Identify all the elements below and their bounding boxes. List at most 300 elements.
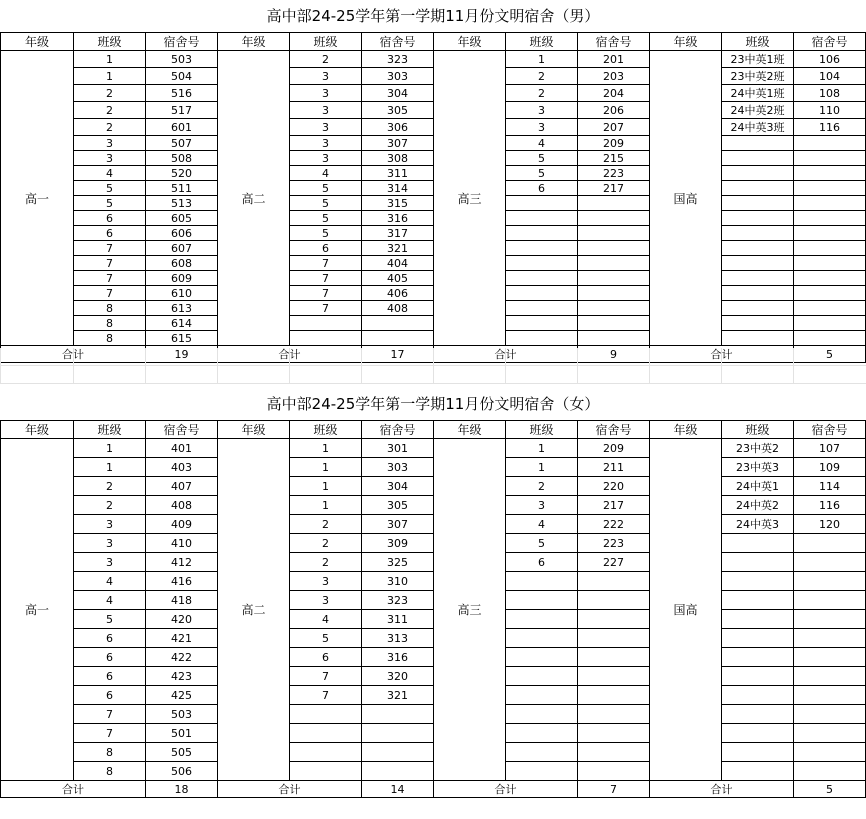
dorm-number-cell: 403 [146,458,218,477]
column-header: 宿舍号 [578,421,650,439]
dorm-number-cell: 222 [578,515,650,534]
dorm-number-cell [794,241,866,256]
dorm-number-cell: 104 [794,68,866,85]
dorm-number-cell [362,316,434,331]
dorm-number-cell: 106 [794,51,866,68]
dorm-number-cell: 301 [362,439,434,458]
dorm-number-cell: 307 [362,136,434,151]
table-row [1,241,866,256]
table-row [1,85,866,102]
dorm-number-cell: 315 [362,196,434,211]
dorm-number-cell [794,331,866,346]
class-cell [722,211,794,226]
class-cell: 6 [506,181,578,196]
class-cell: 6 [74,629,146,648]
total-label: 合计 [434,781,578,798]
class-cell: 4 [74,166,146,181]
total-label: 合计 [434,346,578,363]
table-row [1,119,866,136]
dorm-number-cell: 503 [146,705,218,724]
girls-dormitory-table [0,420,866,798]
dorm-number-cell: 120 [794,515,866,534]
dorm-number-cell: 206 [578,102,650,119]
table-row [1,196,866,211]
class-cell: 3 [290,136,362,151]
dorm-number-cell: 311 [362,166,434,181]
dorm-number-cell [362,762,434,781]
class-cell: 2 [290,553,362,572]
table-row [1,648,866,667]
table-row [1,51,866,68]
dorm-number-cell: 304 [362,85,434,102]
table-row [1,151,866,166]
girls-dormitory-section [0,388,866,798]
dorm-number-cell: 421 [146,629,218,648]
dorm-number-cell: 412 [146,553,218,572]
class-cell [506,610,578,629]
class-cell: 5 [506,166,578,181]
column-header: 年级 [1,421,74,439]
dorm-number-cell [794,705,866,724]
class-cell: 1 [290,496,362,515]
class-cell [722,256,794,271]
class-cell: 3 [506,496,578,515]
dorm-number-cell [794,648,866,667]
class-cell [722,724,794,743]
class-cell: 6 [290,241,362,256]
dorm-number-cell: 404 [362,256,434,271]
table-row [1,316,866,331]
class-cell [722,762,794,781]
dorm-number-cell [794,271,866,286]
dorm-number-cell [794,196,866,211]
class-cell: 1 [290,458,362,477]
class-cell: 1 [74,439,146,458]
column-header: 宿舍号 [794,33,866,51]
class-cell [722,136,794,151]
dorm-number-cell: 204 [578,85,650,102]
class-cell: 7 [74,241,146,256]
class-cell: 8 [74,301,146,316]
class-cell: 7 [74,286,146,301]
table-row [1,256,866,271]
dorm-number-cell: 609 [146,271,218,286]
dorm-number-cell: 507 [146,136,218,151]
dorm-number-cell: 505 [146,743,218,762]
table-row [1,705,866,724]
dorm-number-cell: 408 [362,301,434,316]
dorm-number-cell: 203 [578,68,650,85]
dorm-number-cell: 321 [362,241,434,256]
class-cell [722,316,794,331]
dorm-number-cell: 506 [146,762,218,781]
dorm-number-cell [578,705,650,724]
column-header: 班级 [722,421,794,439]
total-label: 合计 [218,346,362,363]
class-cell: 24中英2班 [722,102,794,119]
dorm-number-cell: 406 [362,286,434,301]
dorm-number-cell: 503 [146,51,218,68]
column-header: 年级 [650,33,722,51]
class-cell: 8 [74,762,146,781]
class-cell [722,241,794,256]
total-label: 合计 [218,781,362,798]
class-cell: 6 [74,667,146,686]
class-cell: 5 [290,181,362,196]
dorm-number-cell: 601 [146,119,218,136]
dorm-number-cell: 407 [146,477,218,496]
class-cell: 7 [290,301,362,316]
class-cell: 5 [506,534,578,553]
column-header: 班级 [506,421,578,439]
class-cell: 3 [74,136,146,151]
table-row [1,458,866,477]
class-cell: 2 [74,102,146,119]
dorm-number-cell [794,256,866,271]
class-cell: 7 [74,256,146,271]
dorm-number-cell: 425 [146,686,218,705]
boys-dormitory-table [0,32,866,363]
class-cell: 5 [74,196,146,211]
total-label: 合计 [1,346,146,363]
dorm-number-cell [794,136,866,151]
dorm-number-cell [578,316,650,331]
class-cell [722,534,794,553]
class-cell: 7 [290,286,362,301]
class-cell: 6 [74,686,146,705]
dorm-number-cell [794,181,866,196]
class-cell [722,286,794,301]
dorm-number-cell [794,724,866,743]
dorm-number-cell: 109 [794,458,866,477]
class-cell [290,705,362,724]
total-count: 9 [578,346,650,363]
column-header: 宿舍号 [146,421,218,439]
dorm-number-cell: 608 [146,256,218,271]
class-cell: 5 [506,151,578,166]
section-title: 高中部24-25学年第一学期11月份文明宿舍（男） [266,7,600,25]
class-cell: 3 [290,68,362,85]
class-cell: 24中英2 [722,496,794,515]
class-cell [506,301,578,316]
dorm-number-cell: 308 [362,151,434,166]
total-count: 19 [146,346,218,363]
class-cell: 1 [506,458,578,477]
dorm-number-cell [362,331,434,346]
class-cell: 2 [74,477,146,496]
dorm-number-cell: 501 [146,724,218,743]
class-cell: 4 [74,572,146,591]
grade-label: 高三 [434,439,506,781]
dorm-number-cell: 420 [146,610,218,629]
table-row [1,477,866,496]
class-cell [722,629,794,648]
class-cell [506,724,578,743]
dorm-number-cell [794,591,866,610]
class-cell: 2 [506,68,578,85]
class-cell: 5 [290,226,362,241]
class-cell [722,610,794,629]
dorm-number-cell [794,610,866,629]
class-cell: 2 [506,477,578,496]
dorm-number-cell: 107 [794,439,866,458]
class-cell [722,572,794,591]
table-row [1,591,866,610]
dorm-number-cell [578,648,650,667]
dorm-number-cell: 311 [362,610,434,629]
class-cell: 5 [74,181,146,196]
dorm-number-cell: 321 [362,686,434,705]
dorm-number-cell: 410 [146,534,218,553]
class-cell: 1 [290,439,362,458]
dorm-number-cell [578,241,650,256]
table-row [1,610,866,629]
dorm-number-cell [578,301,650,316]
class-cell: 5 [290,211,362,226]
class-cell: 7 [74,705,146,724]
class-cell: 7 [290,271,362,286]
dorm-number-cell: 323 [362,591,434,610]
class-cell: 3 [290,85,362,102]
class-cell: 3 [290,151,362,166]
dorm-number-cell [578,196,650,211]
dorm-number-cell [794,667,866,686]
dorm-number-cell [794,151,866,166]
table-row [1,286,866,301]
total-count: 14 [362,781,434,798]
dorm-number-cell: 310 [362,572,434,591]
table-row [1,686,866,705]
dorm-number-cell: 423 [146,667,218,686]
class-cell: 3 [290,102,362,119]
class-cell: 23中英2 [722,439,794,458]
dorm-number-cell: 114 [794,477,866,496]
class-cell: 7 [290,667,362,686]
class-cell: 6 [290,648,362,667]
class-cell [290,316,362,331]
class-cell: 2 [290,515,362,534]
class-cell [290,743,362,762]
dorm-number-cell [794,301,866,316]
class-cell: 23中英1班 [722,51,794,68]
dorm-number-cell [794,629,866,648]
dorm-number-cell: 223 [578,166,650,181]
class-cell [722,226,794,241]
class-cell [722,705,794,724]
class-cell [722,667,794,686]
class-cell: 23中英2班 [722,68,794,85]
dorm-number-cell: 314 [362,181,434,196]
dorm-number-cell: 201 [578,51,650,68]
dorm-number-cell [794,166,866,181]
dorm-number-cell: 323 [362,51,434,68]
dorm-number-cell: 517 [146,102,218,119]
class-cell: 1 [74,458,146,477]
class-cell: 5 [290,196,362,211]
dorm-number-cell: 211 [578,458,650,477]
class-cell [722,591,794,610]
class-cell [722,553,794,572]
section-title: 高中部24-25学年第一学期11月份文明宿舍（女） [266,395,600,413]
dorm-number-cell: 207 [578,119,650,136]
dorm-number-cell: 307 [362,515,434,534]
table-row [1,102,866,119]
table-row [1,166,866,181]
class-cell: 23中英3 [722,458,794,477]
dorm-number-cell: 409 [146,515,218,534]
dorm-number-cell: 309 [362,534,434,553]
class-cell: 2 [74,85,146,102]
dorm-number-cell [578,572,650,591]
class-cell [506,705,578,724]
table-row [1,301,866,316]
dorm-number-cell: 418 [146,591,218,610]
column-header: 年级 [434,421,506,439]
class-cell: 5 [290,629,362,648]
dorm-number-cell: 305 [362,102,434,119]
class-cell: 2 [506,85,578,102]
class-cell [290,724,362,743]
column-header: 年级 [650,421,722,439]
class-cell [506,331,578,346]
dorm-number-cell: 110 [794,102,866,119]
boys-dormitory-section [0,0,866,363]
class-cell: 7 [74,724,146,743]
grade-label: 国高 [650,439,722,781]
dorm-number-cell: 215 [578,151,650,166]
table-row [1,181,866,196]
dorm-number-cell: 606 [146,226,218,241]
class-cell [506,667,578,686]
table-row [1,211,866,226]
dorm-number-cell: 217 [578,181,650,196]
dorm-number-cell [794,316,866,331]
dorm-number-cell [578,762,650,781]
class-cell [722,301,794,316]
class-cell [722,196,794,211]
dorm-number-cell [578,226,650,241]
dorm-number-cell [578,629,650,648]
table-row [1,439,866,458]
table-row [1,136,866,151]
class-cell: 3 [290,591,362,610]
dorm-number-cell: 108 [794,85,866,102]
dorm-number-cell [794,553,866,572]
class-cell [506,226,578,241]
dorm-number-cell: 513 [146,196,218,211]
class-cell: 6 [74,226,146,241]
column-header: 班级 [74,421,146,439]
column-header: 宿舍号 [794,421,866,439]
dorm-number-cell: 320 [362,667,434,686]
class-cell: 1 [506,51,578,68]
dorm-number-cell: 209 [578,136,650,151]
dorm-number-cell: 306 [362,119,434,136]
class-cell [290,762,362,781]
total-count: 17 [362,346,434,363]
total-count: 5 [794,346,866,363]
column-header: 年级 [218,33,290,51]
table-row [1,515,866,534]
column-header: 班级 [506,33,578,51]
dorm-number-cell: 610 [146,286,218,301]
class-cell: 2 [74,119,146,136]
class-cell: 8 [74,331,146,346]
column-header: 宿舍号 [362,33,434,51]
column-header: 年级 [434,33,506,51]
dorm-number-cell: 325 [362,553,434,572]
total-label: 合计 [650,781,794,798]
dorm-number-cell: 227 [578,553,650,572]
column-header: 宿舍号 [362,421,434,439]
class-cell: 1 [290,477,362,496]
class-cell [506,591,578,610]
class-cell: 3 [74,553,146,572]
table-row [1,331,866,346]
class-cell: 2 [74,496,146,515]
dorm-number-cell [578,211,650,226]
dorm-number-cell: 508 [146,151,218,166]
dorm-number-cell [578,724,650,743]
dorm-number-cell [578,331,650,346]
class-cell [722,743,794,762]
class-cell: 4 [290,166,362,181]
dorm-number-cell: 607 [146,241,218,256]
dorm-number-cell: 504 [146,68,218,85]
total-count: 7 [578,781,650,798]
class-cell: 24中英3 [722,515,794,534]
class-cell [722,166,794,181]
dorm-number-cell [362,743,434,762]
class-cell: 1 [506,439,578,458]
class-cell: 3 [74,515,146,534]
dorm-number-cell: 614 [146,316,218,331]
class-cell [506,211,578,226]
class-cell [506,686,578,705]
dorm-number-cell: 316 [362,211,434,226]
column-header: 宿舍号 [578,33,650,51]
dorm-number-cell [794,226,866,241]
dorm-number-cell: 613 [146,301,218,316]
dorm-number-cell [578,667,650,686]
spreadsheet-gap-rows [0,348,866,384]
dorm-number-cell: 220 [578,477,650,496]
class-cell: 24中英3班 [722,119,794,136]
class-cell [506,743,578,762]
class-cell: 24中英1 [722,477,794,496]
class-cell [506,648,578,667]
class-cell: 4 [506,136,578,151]
dorm-number-cell [794,743,866,762]
class-cell: 24中英1班 [722,85,794,102]
table-row [1,572,866,591]
dorm-number-cell: 401 [146,439,218,458]
table-row [1,629,866,648]
class-cell: 1 [74,68,146,85]
table-row [1,271,866,286]
total-count: 18 [146,781,218,798]
total-label: 合计 [650,346,794,363]
column-header: 班级 [74,33,146,51]
grade-label: 高一 [1,51,74,346]
dorm-number-cell: 303 [362,458,434,477]
class-cell [506,271,578,286]
class-cell: 4 [290,610,362,629]
dorm-number-cell: 304 [362,477,434,496]
table-row [1,496,866,515]
class-cell: 3 [506,102,578,119]
dorm-number-cell [794,286,866,301]
